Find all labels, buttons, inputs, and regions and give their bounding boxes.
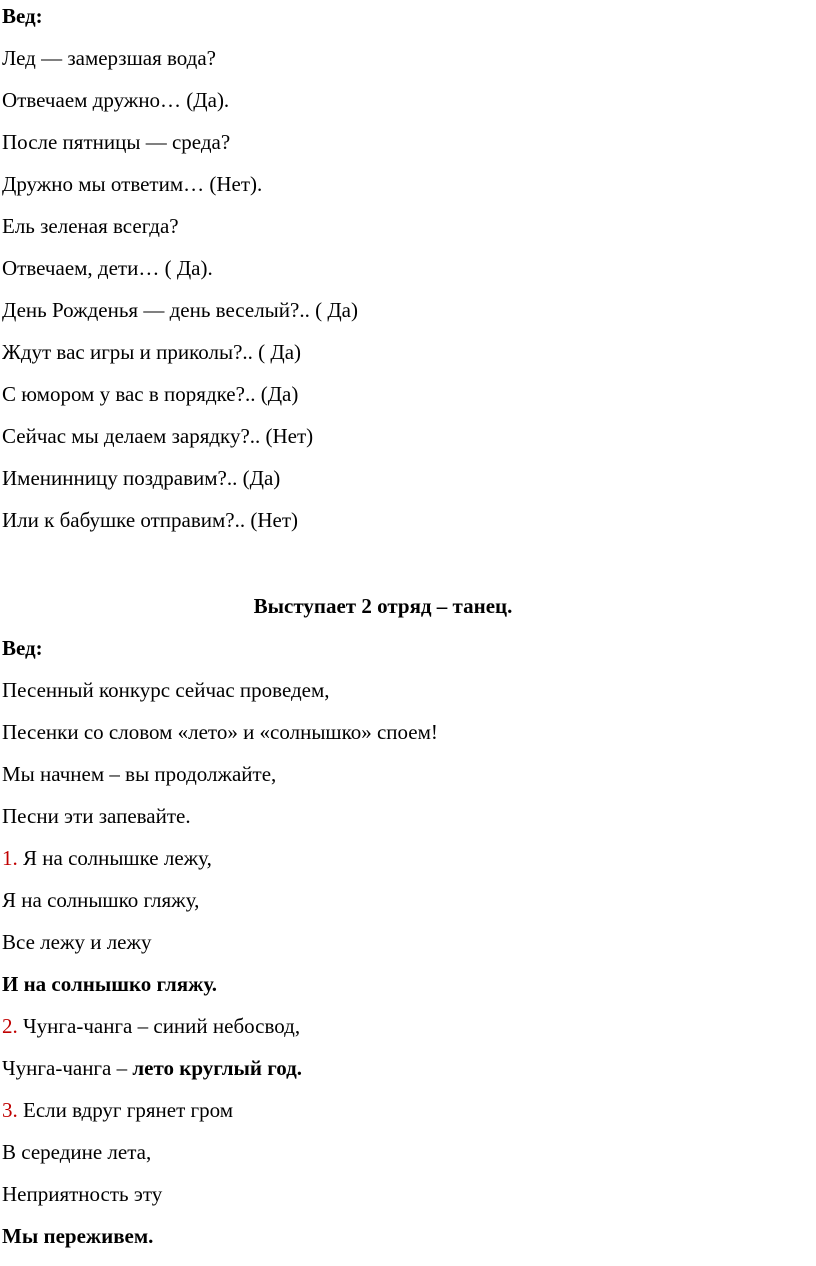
- speaker-label: Вед:: [2, 636, 43, 660]
- song-text: Чунга-чанга – синий небосвод,: [17, 1014, 301, 1038]
- song-line: [2, 1013, 300, 1039]
- verse-line: Ждут вас игры и приколы?.. ( Да): [2, 340, 302, 364]
- verse-line: Отвечаем, дети… ( Да).: [2, 256, 213, 280]
- song-number: 2.: [2, 1014, 18, 1038]
- verse-line: Именинницу поздравим?.. (Да): [2, 466, 281, 490]
- verse-line: С юмором у вас в порядке?.. (Да): [2, 382, 299, 406]
- verse-line: Сейчас мы делаем зарядку?.. (Нет): [2, 424, 314, 448]
- song-line: [2, 1055, 302, 1081]
- song-line: [2, 1097, 233, 1123]
- verse-line: Песни эти запевайте.: [2, 804, 191, 828]
- song-line: Все лежу и лежу: [2, 930, 152, 954]
- verse-line: Песенки со словом «лето» и «солнышко» споем!: [2, 720, 438, 744]
- song-line: В середине лета,: [2, 1140, 152, 1164]
- song-number: 1.: [2, 846, 18, 870]
- verse-line: День Рожденья — день веселый?.. ( Да): [2, 298, 358, 322]
- song-number: 3.: [2, 1098, 18, 1122]
- song-line: Мы переживем.: [2, 1224, 154, 1248]
- verse-line: Ель зеленая всегда?: [2, 214, 179, 238]
- song-text: Я на солнышке лежу,: [17, 846, 212, 870]
- verse-line: Лед — замерзшая вода?: [2, 46, 216, 70]
- song-line: И на солнышко гляжу.: [2, 972, 218, 996]
- song-line: Неприятность эту: [2, 1182, 163, 1206]
- verse-line: Дружно мы ответим… (Нет).: [2, 172, 263, 196]
- song-text-bold: лето круглый год.: [132, 1056, 303, 1080]
- verse-line: После пятницы — среда?: [2, 130, 231, 154]
- song-text: Чунга-чанга –: [2, 1056, 133, 1080]
- song-line: Я на солнышко гляжу,: [2, 888, 200, 912]
- verse-line: Песенный конкурс сейчас проведем,: [2, 678, 330, 702]
- song-line: [2, 845, 212, 871]
- verse-line: Мы начнем – вы продолжайте,: [2, 762, 277, 786]
- speaker-label: Вед:: [2, 4, 43, 28]
- song-text: Если вдруг грянет гром: [17, 1098, 234, 1122]
- section-heading: Выступает 2 отряд – танец.: [253, 594, 513, 618]
- verse-line: Или к бабушке отправим?.. (Нет): [2, 508, 299, 532]
- verse-line: Отвечаем дружно… (Да).: [2, 88, 230, 112]
